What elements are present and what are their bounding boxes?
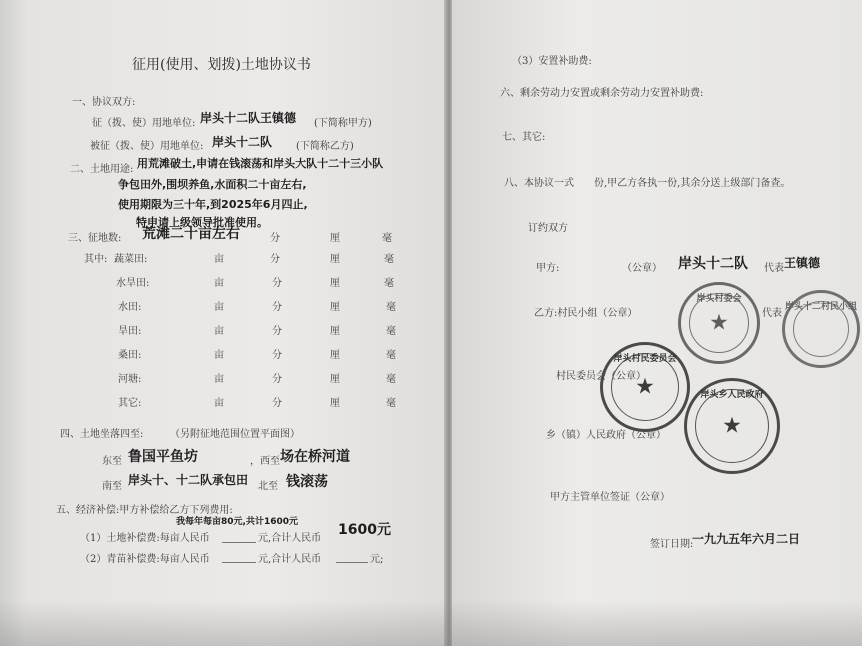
party-b-suffix: (下简称乙方) <box>296 141 354 152</box>
party-a-value: 岸头十二队王镇德 <box>200 111 297 125</box>
sign-date-value: 一九九五年六月二日 <box>692 532 801 546</box>
land-use-line-1: 用荒滩破土,申请在钱滚荡和岸头大队十二十三小队 <box>137 157 384 170</box>
section-1-heading: 一、协议双方: <box>72 97 136 108</box>
unit-hao: 毫 <box>386 326 396 337</box>
fee-2-mid: 元,合计人民币 <box>258 554 322 565</box>
unit-li: 厘 <box>330 302 340 313</box>
bottom-shadow <box>0 600 862 646</box>
unit-mu: 亩 <box>214 254 224 265</box>
seal-text: 岸头乡人民政府 <box>700 390 764 400</box>
unit-fen: 分 <box>272 326 282 337</box>
unit-li: 厘 <box>330 326 340 337</box>
unit-fen: 分 <box>272 350 282 361</box>
star-icon: ★ <box>722 413 742 439</box>
land-row-label: 水旱田: <box>116 278 150 289</box>
unit-fen: 分 <box>272 398 282 409</box>
unit-fen: 分 <box>272 302 282 313</box>
section-4-note: （另附征地范围位置平面图） <box>170 429 300 440</box>
unit-li: 厘 <box>330 350 340 361</box>
land-use-line-4: 特申请上级领导批准使用。 <box>136 216 268 229</box>
among-label: 其中: <box>84 254 108 265</box>
section-8-heading: 八、本协议一式 份,甲乙方各执一份,其余分送上级部门备查。 <box>504 178 791 189</box>
unit-mu: 亩 <box>214 278 224 289</box>
party-b-value: 岸头十二队 <box>212 135 273 149</box>
east-label: 东至 <box>102 456 122 467</box>
unit-mu: 亩 <box>214 398 224 409</box>
authority-label: 甲方主管单位签证（公章） <box>550 492 670 503</box>
fee-2-rate-underline <box>222 562 256 563</box>
south-boundary: 岸头十、十二队承包田 <box>128 473 249 487</box>
south-label: 南至 <box>102 481 122 492</box>
unit-hao-header: 毫 <box>382 233 392 244</box>
seal-text: 岸头村委会 <box>696 294 742 304</box>
west-label: ，西至 <box>250 456 280 467</box>
unit-fen: 分 <box>272 278 282 289</box>
unit-fen: 分 <box>272 374 282 385</box>
unit-hao: 毫 <box>384 278 394 289</box>
fee-1-rate-underline <box>222 542 256 543</box>
land-area-value: 荒滩二十亩左右 <box>142 226 240 242</box>
unit-li: 厘 <box>330 374 340 385</box>
star-icon: ★ <box>635 374 655 400</box>
north-boundary: 钱滚荡 <box>286 474 328 490</box>
compensation-note: 我每年每亩80元,共计1600元 <box>176 517 298 527</box>
seal-text: 岸头村民委员会 <box>613 354 677 364</box>
unit-hao: 毫 <box>386 374 396 385</box>
signatories-label: 订约双方 <box>528 223 568 234</box>
unit-hao: 毫 <box>386 302 396 313</box>
seal-stamp <box>678 282 760 364</box>
right-page <box>452 0 862 646</box>
unit-mu: 亩 <box>214 374 224 385</box>
fee-1-total: 1600元 <box>338 522 391 538</box>
fee-2-label: （2）青苗补偿费:每亩人民币 <box>80 554 210 565</box>
section-7-heading: 七、其它: <box>502 132 546 143</box>
north-label: 北至 <box>258 481 278 492</box>
seal-stamp <box>782 290 860 368</box>
town-government-label: 乡（镇）人民政府（公章） <box>546 430 666 441</box>
unit-li: 厘 <box>330 398 340 409</box>
section-3-heading: 三、征地数: <box>68 233 122 244</box>
land-row-label: 水田: <box>118 302 142 313</box>
east-boundary: 鲁国平鱼坊 <box>128 449 198 465</box>
unit-mu: 亩 <box>214 350 224 361</box>
land-row-label: 其它: <box>118 398 142 409</box>
land-row-label: 旱田: <box>118 326 142 337</box>
unit-hao: 毫 <box>384 254 394 265</box>
land-row-label: 蔬菜田: <box>114 254 148 265</box>
fee-1-label: （1）土地补偿费:每亩人民币 <box>80 533 210 544</box>
fee-1-mid: 元,合计人民币 <box>258 533 322 544</box>
representative-name: 王镇德 <box>784 256 821 270</box>
seal-text: 岸头十二村民小组 <box>785 302 858 312</box>
party-a-sign-label: 甲方: <box>536 263 560 274</box>
unit-fen-header: 分 <box>270 233 280 244</box>
party-b-sign-label: 乙方:村民小组（公章） <box>534 308 638 319</box>
unit-fen: 分 <box>270 254 280 265</box>
fee-2-total-underline <box>336 562 368 563</box>
representative-2-label: 代表 <box>762 308 782 319</box>
unit-hao: 毫 <box>386 350 396 361</box>
section-5-heading: 五、经济补偿:甲方补偿给乙方下列费用: <box>56 505 233 516</box>
unit-li-header: 厘 <box>330 233 340 244</box>
section-2-heading: 二、土地用途: <box>70 164 134 175</box>
sign-date-label: 签订日期: <box>650 539 694 550</box>
land-row-label: 桑田: <box>118 350 142 361</box>
fee-3-label: （3）安置补助费: <box>512 56 592 67</box>
land-use-line-3: 使用期限为三十年,到2025年6月四止, <box>118 198 308 211</box>
unit-hao: 毫 <box>386 398 396 409</box>
party-a-label: 征（拨、使）用地单位: <box>92 118 196 129</box>
unit-mu: 亩 <box>214 302 224 313</box>
village-committee-label: 村民委员会（公章） <box>556 371 646 382</box>
west-boundary: 场在桥河道 <box>280 449 350 465</box>
party-a-seal-label: （公章） <box>622 263 662 274</box>
land-row-label: 河塘: <box>118 374 142 385</box>
party-b-label: 被征（拨、使）用地单位: <box>90 141 204 152</box>
section-4-heading: 四、土地坐落四至: <box>60 429 144 440</box>
seal-stamp <box>600 342 690 432</box>
representative-label: 代表 <box>764 263 784 274</box>
land-use-line-2: 争包田外,围坝养鱼,水面积二十亩左右, <box>118 178 307 191</box>
unit-li: 厘 <box>330 278 340 289</box>
unit-li: 厘 <box>330 254 340 265</box>
star-icon: ★ <box>709 310 729 336</box>
section-6-heading: 六、剩余劳动力安置或剩余劳动力安置补助费: <box>500 88 704 99</box>
unit-mu: 亩 <box>214 326 224 337</box>
party-a-suffix: (下简称甲方) <box>314 118 372 129</box>
fee-2-end: 元; <box>370 554 384 565</box>
document-title: 征用(使用、划拨)土地协议书 <box>132 57 311 73</box>
party-a-sign-name: 岸头十二队 <box>678 256 748 272</box>
seal-stamp <box>684 378 780 474</box>
